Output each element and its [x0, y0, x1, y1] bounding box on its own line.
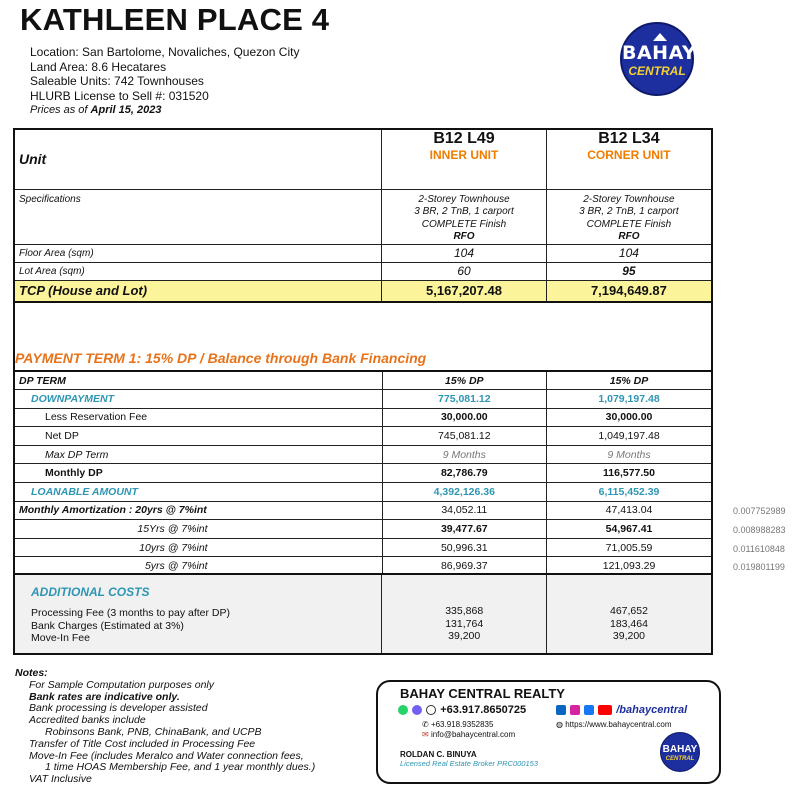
note-line: Transfer of Title Cost included in Processing Fee — [29, 737, 256, 750]
cost-value: 183,464 — [609, 617, 648, 630]
unit-1-tcp: 5,167,207.48 — [382, 280, 547, 302]
business-card — [376, 680, 721, 784]
page-title: KATHLEEN PLACE 4 — [20, 2, 330, 37]
email-text[interactable]: info@bahaycentral.com — [430, 730, 516, 739]
youtube-icon[interactable] — [598, 705, 612, 715]
cost-value: 335,868 — [445, 605, 484, 617]
amortization-value: 47,413.04 — [547, 501, 712, 520]
logo-line2: CENTRAL — [628, 64, 686, 78]
table-row — [14, 445, 712, 464]
note-line: 1 time HOAS Membership Fee, and 1 year monthly dues.) — [45, 761, 316, 774]
downpayment-label: DOWNPAYMENT — [14, 390, 382, 409]
table-row — [14, 244, 712, 262]
table-row — [14, 189, 712, 244]
phone-icon — [426, 705, 436, 715]
table-row — [14, 427, 712, 446]
cost-value: 131,764 — [445, 617, 484, 630]
unit-2-costs — [546, 574, 712, 654]
social-handle-text[interactable]: /bahaycentral — [616, 704, 688, 716]
land-area-text: Land Area: 8.6 Hecatares — [30, 59, 167, 74]
note-line: VAT Inclusive — [29, 773, 92, 786]
facebook-icon[interactable] — [584, 705, 594, 715]
social-handle — [556, 704, 687, 716]
lot-area-label: Lot Area (sqm) — [14, 262, 382, 280]
unit-1-costs — [382, 574, 547, 654]
amortization-label: 5yrs @ 7%int — [14, 557, 382, 576]
cost-value: 39,200 — [448, 630, 481, 642]
unit-1-floor-area: 104 — [382, 244, 547, 262]
broker-license: Licensed Real Estate Broker PRC000153 — [400, 759, 538, 768]
net-dp-value: 745,081.12 — [382, 427, 546, 446]
prices-as-of — [30, 103, 299, 118]
additional-costs-heading: ADDITIONAL COSTS — [31, 585, 150, 599]
license-text: HLURB License to Sell #: 031520 — [30, 88, 209, 103]
note-line: Robinsons Bank, PNB, ChinaBank, and UCPB — [45, 725, 262, 738]
unit-2-header — [546, 129, 712, 189]
unit-2-tcp: 7,194,649.87 — [546, 280, 712, 302]
table-row — [14, 464, 712, 483]
saleable-units-text: Saleable Units: 742 Townhouses — [30, 74, 204, 89]
amortization-value: 121,093.29 — [547, 557, 712, 576]
cost-value: 39,200 — [612, 630, 646, 642]
globe-icon: ◍ — [556, 720, 563, 729]
bahay-central-logo — [620, 22, 697, 96]
table-row — [14, 520, 712, 539]
monthly-dp-label: Monthly DP — [14, 464, 382, 483]
amortization-value: 71,005.59 — [547, 538, 712, 557]
amortization-value: 50,996.31 — [382, 538, 546, 557]
phone-icon: ✆ — [422, 720, 429, 729]
table-row — [14, 538, 712, 557]
whatsapp-icon — [398, 705, 408, 715]
email — [422, 730, 515, 739]
tcp-label: TCP (House and Lot) — [14, 280, 382, 302]
logo-line1: BAHAY — [622, 42, 697, 64]
loanable-value: 6,115,452.39 — [547, 483, 712, 502]
unit-type: CORNER UNIT — [587, 148, 671, 163]
table-row — [14, 390, 712, 409]
additional-costs-labels — [14, 574, 382, 654]
monthly-dp-value: 116,577.50 — [547, 464, 712, 483]
logo-line1: BAHAY — [662, 744, 698, 755]
reservation-value: 30,000.00 — [382, 408, 546, 427]
table-row — [14, 501, 712, 520]
note-line: Accredited banks include — [29, 714, 146, 727]
loanable-value: 4,392,126.36 — [382, 483, 546, 502]
phone-primary — [398, 704, 526, 716]
table-row — [14, 129, 712, 189]
payment-term-heading: PAYMENT TERM 1: 15% DP / Balance through Bank Financing — [15, 350, 427, 366]
amortization-value: 86,969.37 — [382, 557, 546, 576]
table-row — [14, 574, 712, 654]
max-dp-term-value: 9 Months — [382, 445, 546, 464]
unit-1-lot-area: 60 — [382, 262, 547, 280]
note-line: Bank processing is developer assisted — [29, 702, 208, 715]
unit-header: Unit — [14, 129, 382, 189]
amortization-factor: 0.019801199 — [733, 562, 785, 572]
unit-2-floor-area: 104 — [546, 244, 712, 262]
bahay-central-logo-small — [660, 732, 700, 772]
viber-icon — [412, 705, 422, 715]
cost-label: Processing Fee (3 months to pay after DP) — [31, 607, 231, 619]
amortization-factor: 0.007752989 — [733, 506, 786, 516]
reservation-value: 30,000.00 — [547, 408, 712, 427]
downpayment-value: 1,079,197.48 — [547, 390, 712, 409]
phone-secondary-text[interactable]: +63.918.9352835 — [430, 720, 494, 729]
unit-2-lot-area: 95 — [546, 262, 712, 280]
project-info — [30, 45, 299, 118]
reservation-label: Less Reservation Fee — [14, 408, 382, 427]
payment-table — [13, 370, 713, 577]
table-row — [14, 408, 712, 427]
house-roof-icon — [653, 33, 667, 41]
dp-term-label: DP TERM — [14, 371, 382, 390]
units-table — [13, 128, 713, 303]
cost-label: Bank Charges (Estimated at 3%) — [31, 619, 184, 632]
table-row — [14, 262, 712, 280]
unit-type: INNER UNIT — [429, 148, 499, 163]
table-row — [14, 280, 712, 302]
logo-line2: CENTRAL — [665, 756, 695, 762]
cost-value: 467,652 — [609, 605, 648, 617]
downpayment-value: 775,081.12 — [382, 390, 546, 409]
website — [556, 720, 672, 729]
company-name: BAHAY CENTRAL REALTY — [400, 686, 565, 701]
note-line: Move-In Fee (includes Meralco and Water connection fees, — [29, 749, 304, 762]
table-row — [14, 371, 712, 390]
instagram-icon[interactable] — [570, 705, 580, 715]
amortization-value: 54,967.41 — [547, 520, 712, 539]
website-text[interactable]: https://www.bahaycentral.com — [565, 720, 672, 729]
amortization-value: 34,052.11 — [382, 501, 546, 520]
prices-as-of-label: Prices as of — [30, 104, 88, 117]
amortization-label: 15Yrs @ 7%int — [14, 520, 382, 539]
max-dp-term-value: 9 Months — [547, 445, 712, 464]
phone-secondary — [422, 720, 493, 729]
note-line: For Sample Computation purposes only — [29, 678, 215, 691]
net-dp-label: Net DP — [14, 427, 382, 446]
notes-title: Notes: — [15, 667, 48, 679]
notes-section — [15, 668, 315, 786]
floor-area-label: Floor Area (sqm) — [14, 244, 382, 262]
unit-code: B12 L34 — [598, 130, 660, 148]
cost-label: Move-In Fee — [31, 632, 90, 644]
additional-costs-table — [13, 573, 713, 655]
specifications-label: Specifications — [14, 189, 382, 244]
unit-code: B12 L49 — [433, 130, 495, 148]
max-dp-term-label: Max DP Term — [14, 445, 382, 464]
unit-2-specs: 2-Storey Townhouse 3 BR, 2 TnB, 1 carport COMPLETE Finish RFO — [546, 189, 712, 244]
dp-term-value: 15% DP — [547, 371, 712, 390]
prices-as-of-date: April 15, 2023 — [90, 104, 162, 117]
broker-name: ROLDAN C. BINUYA — [400, 750, 477, 759]
monthly-dp-value: 82,786.79 — [382, 464, 546, 483]
unit-1-header — [382, 129, 547, 189]
table-row — [14, 483, 712, 502]
phone-primary-text[interactable]: +63.917.8650725 — [440, 704, 527, 716]
amortization-label: 10yrs @ 7%int — [14, 538, 382, 557]
note-line: Bank rates are indicative only. — [29, 690, 180, 703]
amortization-factor: 0.011610848 — [733, 544, 785, 554]
net-dp-value: 1,049,197.48 — [547, 427, 712, 446]
linkedin-icon[interactable] — [556, 705, 566, 715]
amortization-value: 39,477.67 — [382, 520, 546, 539]
location-text: Location: San Bartolome, Novaliches, Quezon City — [30, 45, 300, 59]
mail-icon: ✉ — [422, 730, 429, 739]
dp-term-value: 15% DP — [382, 371, 546, 390]
amortization-factor: 0.008988283 — [733, 525, 786, 535]
unit-1-specs: 2-Storey Townhouse 3 BR, 2 TnB, 1 carport COMPLETE Finish RFO — [382, 189, 547, 244]
loanable-label: LOANABLE AMOUNT — [14, 483, 382, 502]
amortization-label: Monthly Amortization : 20yrs @ 7%int — [14, 501, 382, 520]
